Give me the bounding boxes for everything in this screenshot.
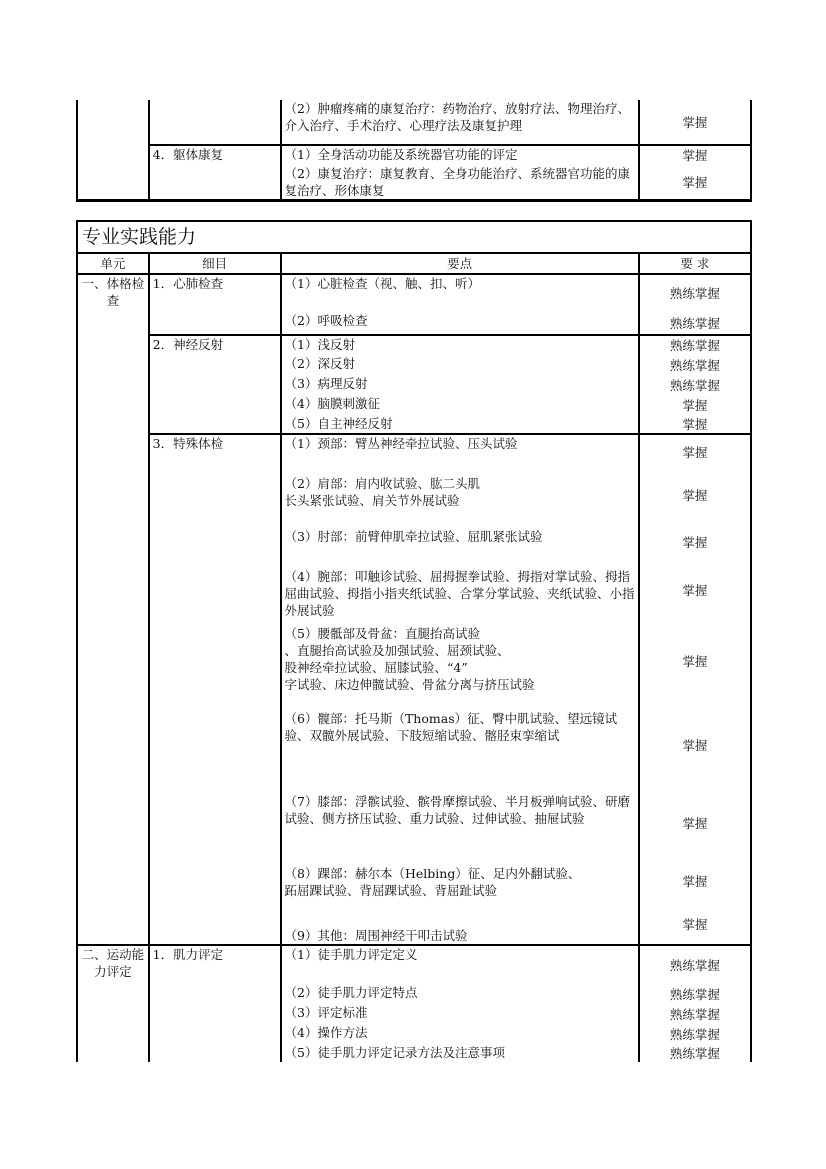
requirement-cell: 掌握 [639,859,751,904]
item-cell: 1．肌力评定 [149,945,281,1062]
point-cell: （3）病理反射 [281,375,639,395]
requirement-cell: 熟练掌握 [639,1004,751,1024]
requirement-cell: 熟练掌握 [639,355,751,375]
point-cell: （1）全身活动功能及系统器官功能的评定 [281,145,639,165]
requirement-cell: 掌握 [639,469,751,522]
requirement-cell: 掌握 [639,165,751,201]
point-cell: （2）肿瘤疼痛的康复治疗：药物治疗、放射疗法、物理治疗、介入治疗、手术治疗、心理疗法及康复护理 [281,100,639,145]
table-row [77,100,751,145]
requirement-cell: 熟练掌握 [639,375,751,395]
point-cell: （1）浅反射 [281,335,639,355]
point-cell: （5）徒手肌力评定记录方法及注意事项 [281,1044,639,1062]
unit-cell [77,100,149,201]
requirement-cell: 熟练掌握 [639,1044,751,1062]
requirement-cell: 熟练掌握 [639,945,751,984]
point-cell: （2）呼吸检查 [281,312,639,335]
table-row [77,145,751,165]
point-cell: （1）徒手肌力评定定义 [281,945,639,984]
requirement-cell: 掌握 [639,704,751,787]
point-cell: （2）深反射 [281,355,639,375]
requirement-cell: 掌握 [639,619,751,704]
point-cell: （7）膝部：浮髌试验、髌骨摩擦试验、半月板弹响试验、研磨试验、侧方挤压试验、重力试验、过伸试验、抽屉试验 [281,787,639,859]
item-cell [149,100,281,145]
unit-cell: 二、运动能力评定 [77,945,149,1062]
practice-ability-table [76,220,752,1062]
requirement-cell: 掌握 [639,100,751,145]
point-cell: （9）其他：周围神经干叩击试验 [281,904,639,945]
requirement-cell: 熟练掌握 [639,274,751,312]
requirement-cell: 熟练掌握 [639,984,751,1004]
item-cell: 3．特殊体检 [149,434,281,945]
requirement-cell: 掌握 [639,562,751,619]
point-cell: （4）操作方法 [281,1024,639,1044]
header-point: 要点 [281,253,639,274]
requirement-cell: 掌握 [639,415,751,434]
point-cell: （2）徒手肌力评定特点 [281,984,639,1004]
header-req: 要 求 [639,253,751,274]
previous-section-table [76,100,752,202]
header-unit: 单元 [77,253,149,274]
point-cell: （1）心脏检查（视、触、扣、听） [281,274,639,312]
point-cell: （2）肩部：肩内收试验、肱二头肌 长头紧张试验、肩关节外展试验 [281,469,639,522]
point-cell: （3）评定标准 [281,1004,639,1024]
point-cell: （4）腕部：叩触诊试验、屈拇握拳试验、拇指对掌试验、拇指屈曲试验、拇指小指夹纸试验、合掌分掌试验、夹纸试验、小指外展试验 [281,562,639,619]
point-cell: （8）踝部：赫尔本（Helbing）征、足内外翻试验、 跖屈踝试验、背屈踝试验、背屈趾试验 [281,859,639,904]
section-title: 专业实践能力 [77,221,751,253]
table-row [77,945,751,984]
point-cell: （6）髋部：托马斯（Thomas）征、臀中肌试验、望远镜试验、双髋外展试验、下肢短缩试验、髂胫束挛缩试 [281,704,639,787]
table-row [77,274,751,312]
requirement-cell: 熟练掌握 [639,1024,751,1044]
requirement-cell: 掌握 [639,145,751,165]
unit-cell: 一、体格检查 [77,274,149,945]
header-item: 细目 [149,253,281,274]
point-cell: （1）颈部：臂丛神经牵拉试验、压头试验 [281,434,639,469]
requirement-cell: 掌握 [639,904,751,945]
table-row [77,335,751,355]
requirement-cell: 掌握 [639,787,751,859]
point-cell: （3）肘部：前臂伸肌牵拉试验、屈肌紧张试验 [281,522,639,562]
requirement-cell: 掌握 [639,395,751,415]
item-cell: 1．心肺检查 [149,274,281,335]
requirement-cell: 熟练掌握 [639,335,751,355]
table-row [77,434,751,469]
requirement-cell: 掌握 [639,434,751,469]
point-cell: （5）腰骶部及骨盆：直腿抬高试验 、直腿抬高试验及加强试验、屈颈试验、 股神经牵拉试验、屈膝试验、“4” 字试验、床边伸髋试验、骨盆分离与挤压试验 [281,619,639,704]
point-cell: （4）脑膜刺激征 [281,395,639,415]
point-cell: （2）康复治疗：康复教育、全身功能治疗、系统器官功能的康复治疗、形体康复 [281,165,639,201]
requirement-cell: 熟练掌握 [639,312,751,335]
point-cell: （5）自主神经反射 [281,415,639,434]
item-cell: 4．躯体康复 [149,145,281,201]
item-cell: 2．神经反射 [149,335,281,434]
requirement-cell: 掌握 [639,522,751,562]
